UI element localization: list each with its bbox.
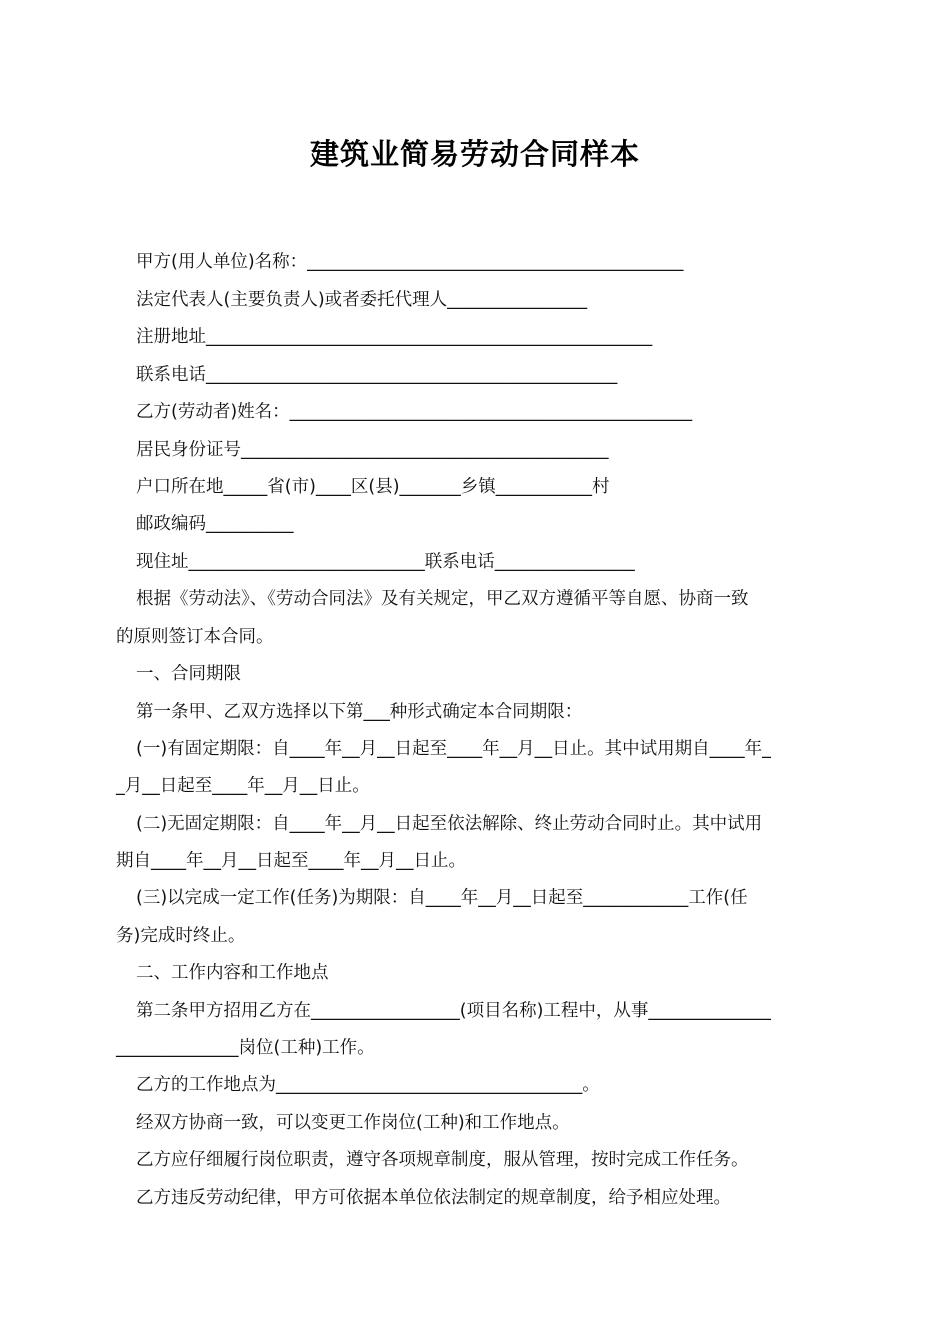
party-a-phone-line: 联系电话_______________________________________________ <box>136 365 618 385</box>
open-term-line-1: (二)无固定期限：自____年__月__日起至依法解除、终止劳动合同时止。其中试用 <box>136 814 763 834</box>
current-address-line: 现住址___________________________联系电话________________ <box>136 552 635 572</box>
section-heading-contract-term: 一、合同期限 <box>136 664 241 684</box>
duties-line: 乙方应仔细履行岗位职责，遵守各项规章制度，服从管理，按时完成工作任务。 <box>136 1150 749 1170</box>
open-term-line-2: 期自____年__月__日起至____年__月__日止。 <box>116 851 466 871</box>
task-term-line-1: (三)以完成一定工作(任务)为期限：自____年__月__日起至____________工作(任 <box>136 888 748 908</box>
change-agreement-line: 经双方协商一致，可以变更工作岗位(工种)和工作地点。 <box>136 1113 570 1133</box>
page-title: 建筑业简易劳动合同样本 <box>309 137 640 171</box>
household-registration-line: 户口所在地_____省(市)____区(县)_______乡镇___________村 <box>136 477 610 497</box>
fixed-term-line-1: (一)有固定期限：自____年__月__日起至____年__月__日止。其中试用期自____年_ <box>136 739 771 759</box>
discipline-line: 乙方违反劳动纪律，甲方可依据本单位依法制定的规章制度，给予相应处理。 <box>136 1188 731 1208</box>
article-1-line: 第一条甲、乙双方选择以下第___种形式确定本合同期限： <box>136 702 583 722</box>
article-2-line-2: ______________岗位(工种)工作。 <box>116 1038 375 1058</box>
section-heading-work-content: 二、工作内容和工作地点 <box>136 963 329 983</box>
party-a-name-line: 甲方(用人单位)名称：___________________________________________ <box>136 252 684 272</box>
postal-code-line: 邮政编码__________ <box>136 514 294 534</box>
id-number-line: 居民身份证号__________________________________________ <box>136 440 609 460</box>
party-b-name-line: 乙方(劳动者)姓名：______________________________________________ <box>136 402 693 422</box>
legal-representative-line: 法定代表人(主要负责人)或者委托代理人________________ <box>136 290 588 310</box>
article-2-line-1: 第二条甲方招用乙方在_________________(项目名称)工程中，从事______________ <box>136 1001 771 1021</box>
registered-address-line: 注册地址___________________________________________________ <box>136 327 653 347</box>
task-term-line-2: 务)完成时终止。 <box>116 926 246 946</box>
fixed-term-line-2: _月__日起至____年__月__日止。 <box>116 776 370 796</box>
work-location-line: 乙方的工作地点为___________________________________。 <box>136 1075 600 1095</box>
preamble-line-1: 根据《劳动法》、《劳动合同法》及有关规定，甲乙双方遵循平等自愿、协商一致 <box>136 589 749 609</box>
preamble-line-2: 的原则签订本合同。 <box>116 627 274 647</box>
